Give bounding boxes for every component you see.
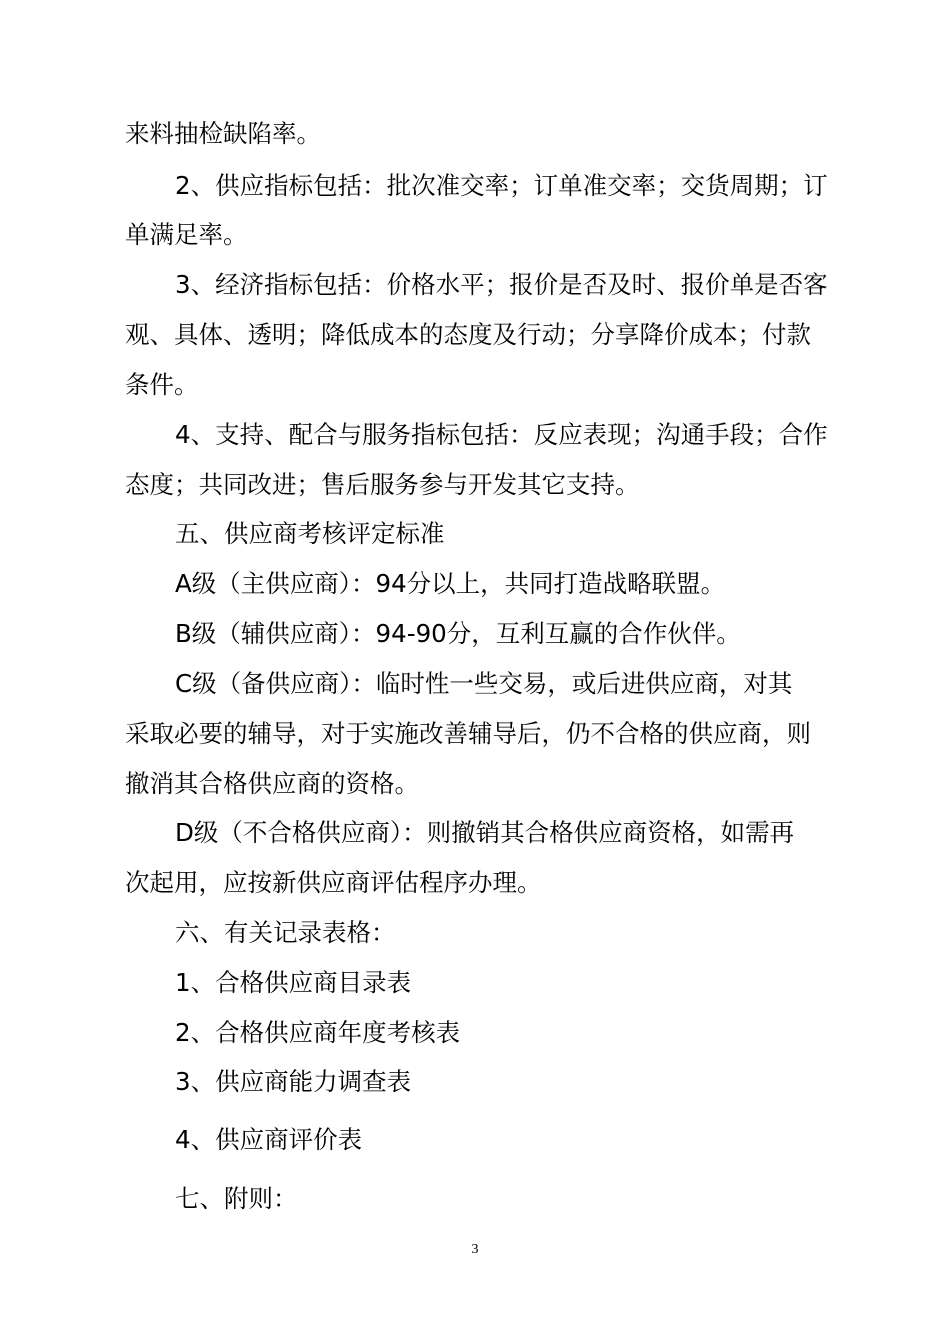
paragraph-line: 4、支持、配合与服务指标包括：反应表现；沟通手段；合作 xyxy=(175,420,828,449)
list-item: 1、合格供应商目录表 xyxy=(175,968,412,997)
paragraph-line: 观、具体、透明；降低成本的态度及行动；分享降价成本；付款 xyxy=(125,320,811,349)
list-item: 4、供应商评价表 xyxy=(175,1125,363,1154)
paragraph-line: 采取必要的辅导，对于实施改善辅导后，仍不合格的供应商，则 xyxy=(125,719,811,748)
paragraph-line: A级（主供应商）：94分以上，共同打造战略联盟。 xyxy=(175,569,726,598)
list-item: 2、合格供应商年度考核表 xyxy=(175,1018,461,1047)
paragraph-line: 来料抽检缺陷率。 xyxy=(125,119,321,148)
paragraph-line: 3、经济指标包括：价格水平；报价是否及时、报价单是否客 xyxy=(175,270,828,299)
paragraph-line: B级（辅供应商）：94-90分，互利互赢的合作伙伴。 xyxy=(175,619,741,648)
paragraph-line: C级（备供应商）：临时性一些交易，或后进供应商，对其 xyxy=(175,669,793,698)
paragraph-line: D级（不合格供应商）：则撤销其合格供应商资格，如需再 xyxy=(175,818,795,847)
paragraph-line: 单满足率。 xyxy=(125,220,248,249)
section-heading: 七、附则： xyxy=(175,1184,298,1213)
page-number: 3 xyxy=(471,1242,479,1257)
paragraph-line: 次起用，应按新供应商评估程序办理。 xyxy=(125,868,542,897)
paragraph-line: 撤消其合格供应商的资格。 xyxy=(125,769,419,798)
section-heading: 五、供应商考核评定标准 xyxy=(175,519,445,548)
paragraph-line: 态度；共同改进；售后服务参与开发其它支持。 xyxy=(125,470,640,499)
section-heading: 六、有关记录表格： xyxy=(175,918,396,947)
paragraph-line: 条件。 xyxy=(125,370,199,399)
list-item: 3、供应商能力调查表 xyxy=(175,1067,412,1096)
paragraph-line: 2、供应指标包括：批次准交率；订单准交率；交货周期；订 xyxy=(175,171,828,200)
